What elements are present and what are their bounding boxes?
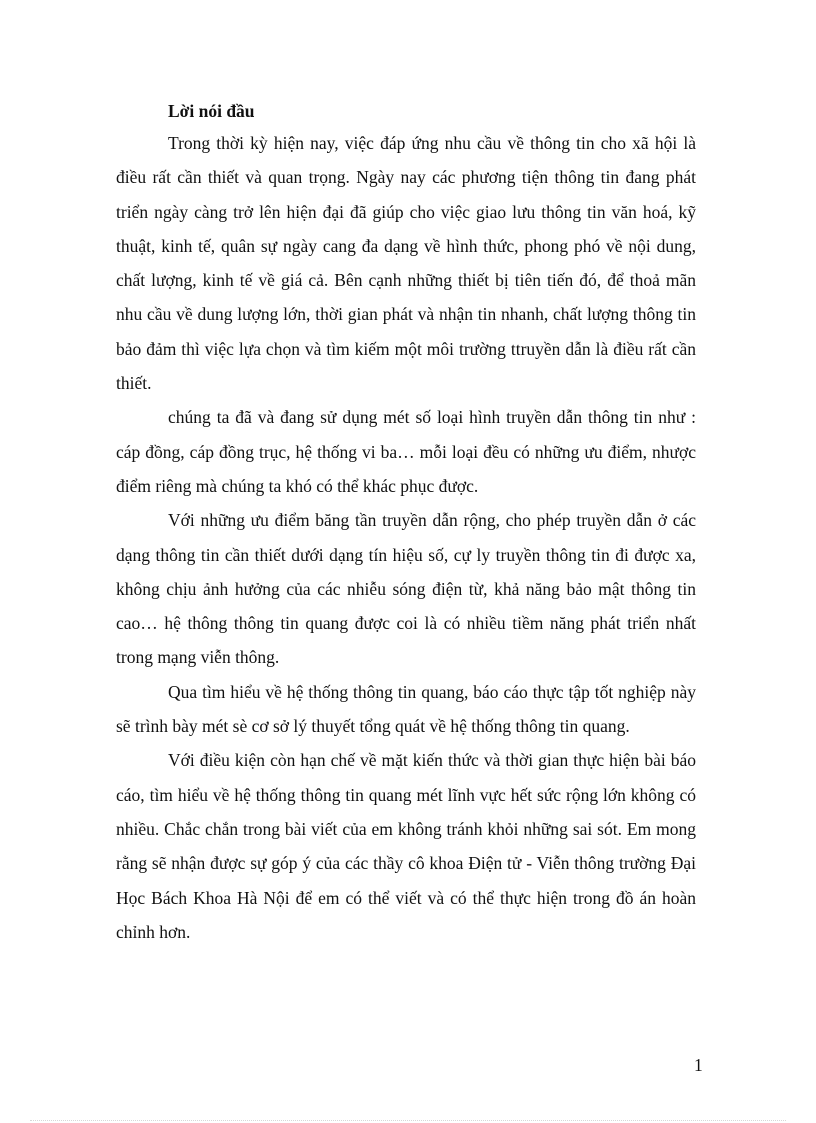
document-body	[116, 100, 696, 949]
section-heading: Lời nói đầu	[168, 101, 255, 121]
paragraph-report-scope: Qua tìm hiểu về hệ thống thông tin quang, báo cáo thực tập tốt nghiệp này sẽ trình bày mét sè cơ sở lý thuyết tổng quát về hệ thống thông tin quang.	[116, 681, 696, 737]
paragraph-transmission-types: chúng ta đã và đang sử dụng mét số loại hình truyền dẫn thông tin như : cáp đồng, cáp đồng trục, hệ thống vi ba… mỗi loại đều có những ưu điểm, nhược điểm riêng mà chúng ta khó có thể khác phục được.	[116, 407, 696, 496]
page-number: 1	[694, 1055, 703, 1075]
paragraph-conclusion: Với điều kiện còn hạn chế về mặt kiến thức và thời gian thực hiện bài báo cáo, tìm hiểu về hệ thống thông tin quang mét lĩnh vực hết sức rộng lớn không có nhiều. Chắc chắn trong bài viết của em không tránh khỏi những sai sót. Em mong rằng sẽ nhận được sự góp ý của các thầy cô khoa Điện tử - Viễn thông trường Đại Học Bách Khoa Hà Nội để em có thể viết và có thể thực hiện trong đồ án hoàn chỉnh hơn.	[116, 750, 696, 942]
footer-divider	[30, 1120, 786, 1121]
paragraph-optical-advantages: Với những ưu điểm băng tần truyền dẫn rộng, cho phép truyền dẫn ở các dạng thông tin cần thiết dưới dạng tín hiệu số, cự ly truyền thông tin đi được xa, không chịu ảnh hưởng của các nhiễu sóng điện từ, khả năng bảo mật thông tin cao… hệ thông thông tin quang được coi là có nhiều tiềm năng phát triển nhất trong mạng viễn thông.	[116, 510, 696, 668]
paragraph-intro: Trong thời kỳ hiện nay, việc đáp ứng nhu cầu về thông tin cho xã hội là điều rất cần thiết và quan trọng. Ngày nay các phương tiện thông tin đang phát triển ngày càng trở lên hiện đại đã giúp cho việc giao lưu thông tin văn hoá, kỹ thuật, kinh tế, quân sự ngày cang đa dạng về hình thức, phong phó về nội dung, chất lượng, kinh tế về giá cả. Bên cạnh những thiết bị tiên tiến đó, để thoả mãn nhu cầu về dung lượng lớn, thời gian phát và nhận tin nhanh, chất lượng thông tin bảo đảm thì việc lựa chọn và tìm kiếm một môi trường ttruyền dẫn là điều rất cần thiết.	[116, 133, 696, 394]
